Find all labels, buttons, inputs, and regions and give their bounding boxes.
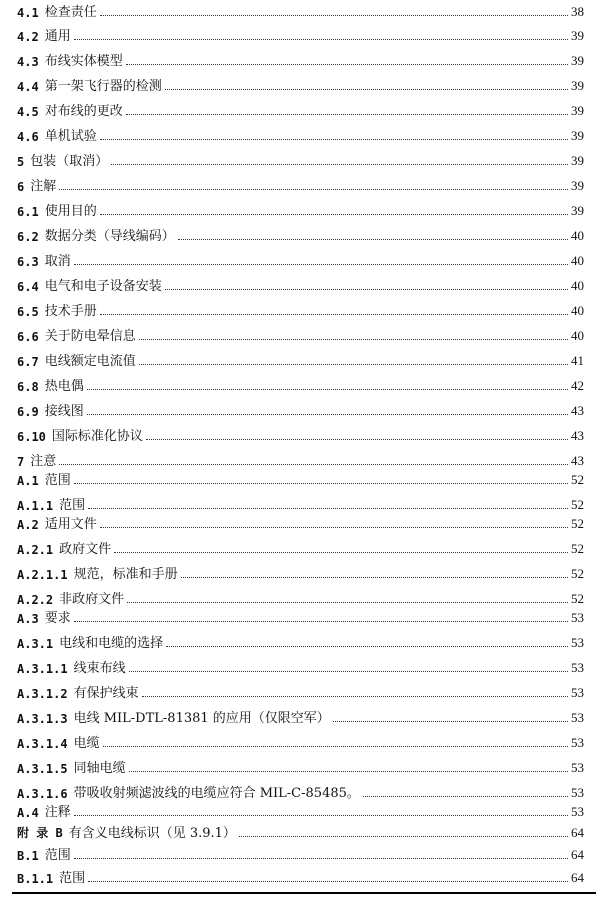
toc-number: A.3.1.3 [17,712,68,726]
toc-page-number: 64 [571,847,584,862]
toc-entry [17,800,584,820]
toc-leader [166,645,568,647]
toc-entry [17,149,584,169]
toc-page-number: 40 [571,303,584,318]
toc-page-number: 42 [571,378,584,393]
toc-entry [17,681,584,701]
toc-number: 4.6 [17,130,39,144]
toc-title: 电线和电缆的选择 [59,636,164,651]
toc-entry [17,606,584,626]
toc-page-number: 41 [571,353,584,368]
toc-number: A.4 [17,806,39,820]
toc-entry [17,249,584,269]
toc-leader [100,138,568,140]
toc-title: 第一架飞行器的检测 [44,79,162,94]
toc-page-number: 39 [571,153,584,168]
toc-page-number: 43 [571,428,584,443]
toc-entry [17,349,584,369]
toc-page-number: 53 [571,710,584,725]
toc-page-number: 52 [571,516,584,531]
toc-title: 要求 [44,611,71,626]
toc-entry [17,124,584,144]
toc-title: 同轴电缆 [73,761,126,776]
toc-leader [87,388,568,390]
toc-number: 4.1 [17,6,39,20]
toc-page-number: 39 [571,28,584,43]
toc-number: A.1.1 [17,499,54,513]
toc-entry [17,731,584,751]
toc-leader [74,857,568,859]
toc-number: 6.1 [17,205,39,219]
toc-page-number: 39 [571,103,584,118]
toc-leader [129,770,568,772]
toc-title: 布线实体模型 [44,54,123,69]
toc-page-number: 38 [571,4,584,19]
toc-leader [74,814,568,816]
toc-title: 检查责任 [44,5,97,20]
toc-entry [17,49,584,69]
toc-leader [363,795,568,797]
toc-number: 6.8 [17,380,39,394]
toc-number: B.1.1 [17,872,54,886]
toc-entry [17,631,584,651]
toc-page-number: 52 [571,541,584,556]
toc-number: 4.5 [17,105,39,119]
toc-leader [74,263,568,265]
toc-title: 电气和电子设备安装 [44,279,162,294]
toc-number: 6.9 [17,405,39,419]
toc-title: 通用 [44,29,71,44]
toc-page-number: 43 [571,453,584,468]
toc-number: A.3.1.6 [17,787,68,801]
toc-leader [165,288,568,290]
toc-page-number: 39 [571,53,584,68]
toc-number: 4.3 [17,55,39,69]
toc-entry [17,562,584,582]
toc-number: A.3.1.5 [17,762,68,776]
toc-leader [111,163,568,165]
toc-title: 注释 [44,805,71,820]
toc-title: 范围 [59,871,86,886]
toc-title: 有保护线束 [73,686,139,701]
toc-leader [114,551,568,553]
toc-leader [333,720,568,722]
toc-page-number: 53 [571,785,584,800]
toc-entry [17,0,584,20]
toc-title: 带吸收射频滤波线的电缆应符合 MIL-C-85485。 [73,786,360,801]
toc-title: 数据分类（导线编码） [44,229,175,244]
toc-entry [17,199,584,219]
toc-leader [178,238,568,240]
toc-title: 使用目的 [44,204,97,219]
toc-title: 适用文件 [44,517,97,532]
toc-entry [17,449,584,469]
toc-number: 6.2 [17,230,39,244]
toc-number: 4.4 [17,80,39,94]
toc-number: 6.10 [17,430,46,444]
toc-title: 电线 MIL-DTL-81381 的应用（仅限空军） [73,711,330,726]
toc-entry [17,324,584,344]
toc-number: 6.5 [17,305,39,319]
toc-entry [17,866,584,886]
toc-page-number: 64 [571,870,584,885]
toc-title: 政府文件 [59,542,112,557]
toc-number: A.3.1.4 [17,737,68,751]
toc-entry [17,224,584,244]
toc-leader [74,620,568,622]
toc-title: 关于防电晕信息 [44,329,136,344]
toc-leader [74,482,568,484]
toc-leader [126,63,568,65]
toc-number: 6 [17,180,25,194]
toc-leader [59,188,568,190]
toc-title: 注意 [30,454,57,469]
toc-title: 规范，标准和手册 [73,567,178,582]
toc-page-number: 53 [571,685,584,700]
toc-number: A.3 [17,612,39,626]
toc-entry [17,537,584,557]
toc-leader [165,88,568,90]
toc-number: 附 录 B [17,826,63,840]
toc-number: A.3.1.1 [17,662,68,676]
toc-leader [100,14,568,16]
toc-page-number: 39 [571,78,584,93]
toc-title: 热电偶 [44,379,84,394]
toc-number: 4.2 [17,30,39,44]
toc-number: A.1 [17,474,39,488]
toc-leader [126,113,568,115]
toc-page-number: 53 [571,635,584,650]
toc-entry [17,74,584,94]
toc-page-number: 64 [571,825,584,840]
toc-page-number: 53 [571,760,584,775]
bottom-rule [12,892,596,894]
toc-title: 电线额定电流值 [44,354,136,369]
toc-page-number: 52 [571,472,584,487]
toc-page-number: 39 [571,203,584,218]
toc-entry [17,274,584,294]
toc-title: 有含义电线标识（见 3.9.1） [68,826,236,841]
toc-entry [17,821,584,841]
toc-entry [17,781,584,801]
toc-leader [74,38,568,40]
toc-title: 线束布线 [73,661,126,676]
toc-entry [17,424,584,444]
toc-title: 范围 [44,473,71,488]
toc-number: A.3.1 [17,637,54,651]
toc-title: 取消 [44,254,71,269]
toc-leader [88,507,568,509]
toc-title: 范围 [59,498,86,513]
toc-page-number: 53 [571,660,584,675]
toc-page-number: 53 [571,610,584,625]
toc-page-number: 40 [571,328,584,343]
toc-title: 技术手册 [44,304,97,319]
toc-leader [87,413,568,415]
toc-leader [146,438,568,440]
toc-entry [17,512,584,532]
toc-entry [17,468,584,488]
toc-leader [127,601,568,603]
toc-entry [17,174,584,194]
toc-page-number: 52 [571,566,584,581]
toc-leader [142,695,568,697]
toc-number: A.2 [17,518,39,532]
toc-page-number: 53 [571,735,584,750]
toc-title: 对布线的更改 [44,104,123,119]
toc-title: 范围 [44,848,71,863]
toc-page-number: 39 [571,178,584,193]
toc-entry [17,587,584,607]
toc-title: 接线图 [44,404,84,419]
toc-number: 5 [17,155,25,169]
toc-entry [17,843,584,863]
toc-entry [17,99,584,119]
toc-leader [103,745,568,747]
toc-entry [17,299,584,319]
toc-number: 7 [17,455,25,469]
toc-number: 6.7 [17,355,39,369]
toc-number: B.1 [17,849,39,863]
toc-title: 国际标准化协议 [51,429,143,444]
toc-page-number: 40 [571,278,584,293]
toc-leader [100,526,568,528]
toc-number: 6.4 [17,280,39,294]
toc-page-number: 40 [571,253,584,268]
toc-leader [100,213,568,215]
toc-number: A.3.1.2 [17,687,68,701]
toc-entry [17,24,584,44]
toc-entry [17,399,584,419]
toc-leader [139,338,568,340]
toc-title: 注解 [30,179,57,194]
toc-title: 电缆 [73,736,100,751]
toc-page-number: 52 [571,497,584,512]
toc-number: A.2.1.1 [17,568,68,582]
toc-number: A.2.2 [17,593,54,607]
toc-leader [239,835,568,837]
toc-entry [17,756,584,776]
toc-title: 单机试验 [44,129,97,144]
toc-number: 6.3 [17,255,39,269]
toc-page-number: 53 [571,804,584,819]
toc-entry [17,493,584,513]
toc-leader [100,313,568,315]
toc-leader [139,363,568,365]
toc-page-number: 52 [571,591,584,606]
toc-leader [181,576,568,578]
toc-leader [88,880,568,882]
toc-title: 非政府文件 [59,592,125,607]
toc-number: 6.6 [17,330,39,344]
toc-leader [129,670,568,672]
toc-leader [59,463,568,465]
toc-entry [17,374,584,394]
toc-entry [17,656,584,676]
toc-page-number: 40 [571,228,584,243]
toc-page-number: 39 [571,128,584,143]
toc-entry [17,706,584,726]
toc-title: 包装（取消） [30,154,109,169]
toc-page-number: 43 [571,403,584,418]
toc-number: A.2.1 [17,543,54,557]
